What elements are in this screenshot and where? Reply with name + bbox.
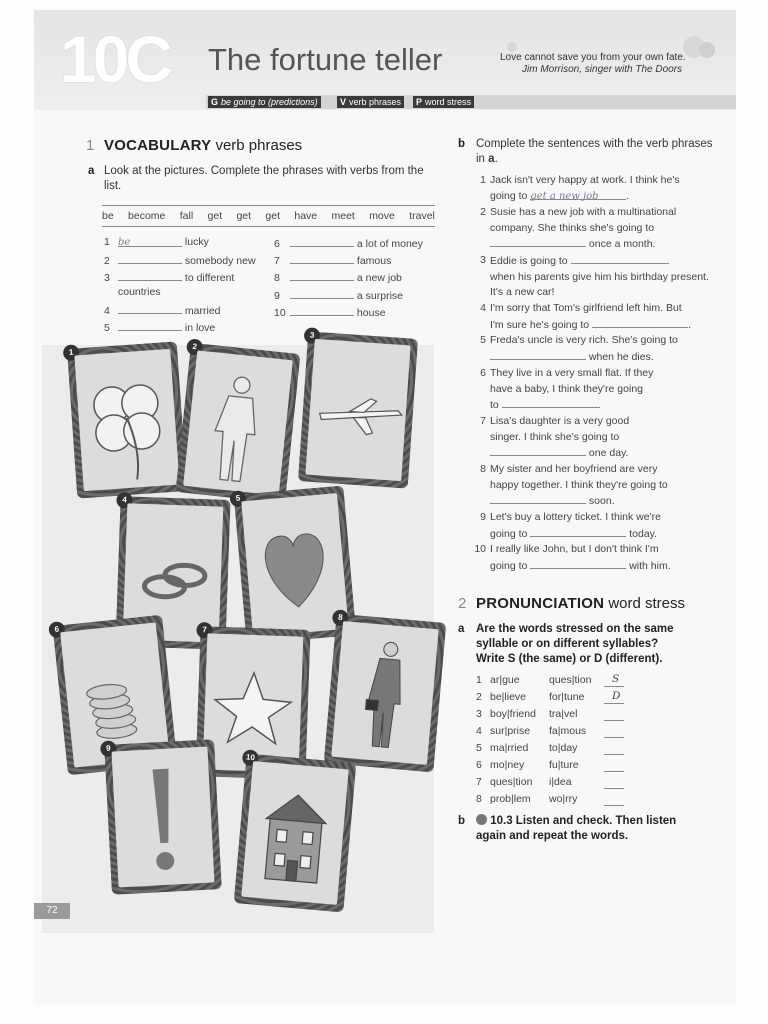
- item-number: 1: [104, 236, 110, 248]
- sentence-line: Let's buy a lottery ticket. I think we're: [490, 511, 661, 523]
- card-number: 4: [116, 492, 133, 509]
- sentence-line: Freda's uncle is very rich. She's going to: [490, 334, 678, 346]
- phrase-item: [104, 253, 256, 268]
- tag-letter: P: [416, 97, 423, 107]
- pron-number: 4: [476, 725, 482, 737]
- sentence-item: [472, 301, 722, 333]
- instruction-line: again and repeat the words.: [476, 830, 629, 842]
- pron-number: 1: [476, 674, 482, 686]
- pron-number: 6: [476, 759, 482, 771]
- section-title: [104, 137, 302, 154]
- card-number: 6: [48, 621, 66, 639]
- answer-blank[interactable]: [502, 397, 598, 408]
- answer-blank[interactable]: [290, 288, 354, 299]
- house-icon: [241, 761, 348, 905]
- pron-number: 5: [476, 742, 482, 754]
- sentence-line: Susie has a new job with a multinational: [490, 206, 677, 218]
- instruction-bold: D: [594, 653, 603, 665]
- answer-blank[interactable]: [604, 754, 624, 755]
- item-number: 10: [274, 307, 286, 319]
- pron-word-2: i|dea: [549, 776, 572, 788]
- pron-word-2: ques|tion: [549, 674, 592, 686]
- answer-text: be: [118, 237, 131, 248]
- card-number: 5: [229, 490, 246, 507]
- tag-letter: V: [340, 97, 347, 107]
- instruction-text: Complete the sentences with the verb phrases in: [476, 138, 713, 165]
- phrase-text: house: [356, 307, 386, 319]
- item-number: 4: [104, 305, 110, 317]
- pron-number: 8: [476, 793, 482, 805]
- phrase-continuation: countries: [118, 286, 161, 298]
- phrase-item: [104, 236, 209, 249]
- sentence-number: 8: [480, 463, 486, 475]
- word: fall: [179, 210, 194, 222]
- sentence-number: 1: [480, 174, 486, 186]
- card-number: 9: [100, 740, 117, 757]
- pron-word-1: boy|friend: [490, 708, 536, 720]
- sentence-after: one day.: [588, 447, 629, 459]
- answer-blank[interactable]: [490, 349, 586, 360]
- phrase-text: famous: [356, 255, 392, 267]
- exercise-instruction: Look at the pictures. Complete the phrases with verbs from the list.: [104, 165, 424, 192]
- sentence-item: [472, 462, 722, 510]
- tag-pronunciation: [413, 96, 474, 108]
- word: get: [236, 210, 252, 222]
- pron-word-1: sur|prise: [490, 725, 531, 737]
- instruction-line: [476, 653, 662, 665]
- sentence-line: going to: [490, 527, 528, 540]
- exercise-letter: b: [458, 815, 466, 827]
- exercise-letter: a: [88, 165, 95, 177]
- sentence-number: 5: [480, 334, 486, 346]
- phrase-item: [104, 320, 215, 335]
- airplane-icon: [305, 339, 410, 481]
- quote-text: Love cannot save you from your own fate.: [500, 52, 686, 63]
- section-subtitle: verb phrases: [215, 137, 303, 154]
- phrase-text: a lot of money: [356, 238, 423, 250]
- sentence-after: once a month.: [588, 238, 656, 250]
- picture-card-1: [67, 341, 187, 498]
- word: have: [294, 210, 318, 222]
- exercise-instruction: [476, 814, 726, 844]
- pron-answer: D: [612, 690, 621, 702]
- picture-card-3: [298, 331, 418, 488]
- sentence-line: going to: [490, 559, 528, 572]
- section-title-bold: VOCABULARY: [104, 137, 212, 154]
- phrase-item: [104, 303, 221, 318]
- tag-text: be going to (predictions): [221, 97, 318, 107]
- phrase-item: [274, 253, 391, 268]
- sentence-after: soon.: [588, 495, 615, 507]
- tag-text: word stress: [425, 97, 472, 107]
- pron-word-2: for|tune: [549, 691, 585, 703]
- pron-word-1: be|lieve: [490, 691, 527, 703]
- exercise-instruction: [476, 137, 721, 167]
- sentence-number: 4: [480, 302, 486, 314]
- answer-blank[interactable]: [604, 771, 624, 772]
- sentence-after: .: [688, 318, 691, 331]
- card-number: 7: [196, 622, 213, 639]
- audio-icon[interactable]: [476, 814, 487, 825]
- answer-blank[interactable]: [571, 253, 669, 264]
- phrase-text: lucky: [184, 236, 209, 248]
- picture-card-8: [324, 613, 447, 772]
- tag-vocabulary: [337, 96, 404, 108]
- sentence-line: going to: [490, 189, 528, 202]
- section-subtitle: word stress: [608, 595, 686, 612]
- phrase-text: to different: [184, 272, 235, 284]
- phrase-text: in love: [184, 322, 216, 334]
- phrase-item: [274, 305, 386, 320]
- pron-word-2: tra|vel: [549, 708, 578, 720]
- lesson-number: 10C: [60, 22, 170, 96]
- sentence-item: [472, 333, 722, 365]
- person-silhouette-icon: [183, 350, 293, 495]
- answer-blank[interactable]: [290, 236, 354, 247]
- four-leaf-clover-icon: [74, 349, 179, 491]
- answer-blank[interactable]: [490, 445, 586, 456]
- sentence-line: I really like John, but I don't think I'm: [490, 543, 659, 555]
- sentence-item: [472, 253, 722, 301]
- exercise-letter: b: [458, 138, 466, 150]
- sentence-number: 6: [480, 367, 486, 379]
- instruction-line: Are the words stressed on the same: [476, 623, 674, 635]
- answer-blank[interactable]: [604, 805, 624, 806]
- sentence-line: I'm sure he's going to: [490, 318, 590, 331]
- exercise-instruction: [476, 622, 726, 667]
- item-number: 8: [274, 272, 280, 284]
- word: get: [265, 210, 281, 222]
- instruction-bold: S: [507, 653, 516, 665]
- item-number: 9: [274, 290, 280, 302]
- pron-number: 2: [476, 691, 482, 703]
- sentence-number: 3: [480, 254, 486, 266]
- card-number: 3: [304, 327, 321, 344]
- answer-text: get a new job: [530, 190, 599, 202]
- word-list: [102, 205, 435, 227]
- sentence-line: My sister and her boyfriend are very: [490, 463, 658, 475]
- word: travel: [409, 210, 435, 222]
- sentence-item: [472, 542, 722, 574]
- section-number: 2: [458, 595, 467, 612]
- sentence-after: .: [597, 399, 601, 411]
- quote: [500, 52, 720, 76]
- track-number: 10.3: [490, 815, 513, 827]
- card-number: 2: [186, 338, 204, 356]
- sentence-item: [472, 414, 722, 462]
- answer-blank[interactable]: [604, 686, 624, 687]
- answer-blank[interactable]: [490, 493, 586, 504]
- pron-word-1: mo|ney: [490, 759, 525, 771]
- phrase-item: [274, 236, 423, 251]
- sentence-number: 10: [474, 543, 486, 555]
- item-number: 2: [104, 255, 110, 267]
- phrase-text: somebody new: [184, 255, 256, 267]
- word: meet: [331, 210, 355, 222]
- section-number: 1: [86, 137, 95, 154]
- instruction-line: syllable or on different syllables?: [476, 638, 659, 650]
- answer-blank[interactable]: [530, 558, 626, 569]
- instruction-line: Listen and check. Then listen: [515, 815, 677, 827]
- sentence-line: to: [490, 399, 499, 411]
- picture-card-2: [175, 343, 300, 504]
- pron-word-2: fu|ture: [549, 759, 579, 771]
- picture-card-9: [104, 739, 222, 895]
- sentence-item: [472, 173, 722, 204]
- tag-grammar: [208, 96, 321, 108]
- item-number: 7: [274, 255, 280, 267]
- exclamation-icon: [112, 747, 215, 888]
- sentence-number: 9: [480, 511, 486, 523]
- sentence-number: 2: [480, 206, 486, 218]
- sentence-item: [472, 510, 722, 542]
- phrase-text: a new job: [356, 272, 402, 284]
- sentence-line: Lisa's daughter is a very good: [490, 415, 630, 427]
- answer-blank[interactable]: [592, 317, 688, 328]
- page-number: 72: [34, 903, 70, 919]
- card-number: 8: [332, 609, 349, 626]
- answer-blank[interactable]: [290, 253, 354, 264]
- section-title-bold: PRONUNCIATION: [476, 595, 605, 612]
- answer-blank[interactable]: [490, 236, 586, 247]
- sentence-number: 7: [480, 415, 486, 427]
- answer-blank[interactable]: [604, 720, 624, 721]
- instruction-text: .: [494, 153, 498, 165]
- answer-blank[interactable]: [118, 236, 182, 247]
- lesson-title: The fortune teller: [208, 42, 443, 77]
- answer-blank[interactable]: [118, 303, 182, 314]
- sentence-line: I'm sorry that Tom's girlfriend left him. But: [490, 302, 682, 314]
- tag-text: verb phrases: [349, 97, 402, 107]
- phrase-text: married: [184, 305, 221, 317]
- sentence-line: company. She thinks she's going to: [490, 221, 655, 234]
- item-number: 3: [104, 272, 110, 284]
- sentence-item: [472, 205, 722, 253]
- card-number: 1: [63, 344, 80, 361]
- pron-word-2: wo|rry: [549, 793, 578, 805]
- sentence-line: Jack isn't very happy at work. I think he's: [490, 174, 680, 186]
- sentence-line: singer. I think she's going to: [490, 430, 620, 443]
- instruction-text: (the same) or: [515, 653, 595, 665]
- sentence-line: happy together. I think they're going to: [490, 478, 668, 491]
- phrase-item: [274, 288, 403, 303]
- pron-word-1: ma|rried: [490, 742, 529, 754]
- word: get: [207, 210, 223, 222]
- answer-blank[interactable]: [530, 526, 626, 537]
- answer-blank[interactable]: [604, 737, 624, 738]
- answer-blank[interactable]: [604, 788, 624, 789]
- sentence-line: Eddie is going to: [490, 255, 568, 267]
- card-number: 10: [242, 749, 259, 766]
- phrase-text: a surprise: [356, 290, 404, 302]
- answer-blank[interactable]: [290, 270, 354, 281]
- sentence-line: have a baby, I think they're going: [490, 382, 643, 395]
- exercise-letter: a: [458, 623, 465, 635]
- answer-blank[interactable]: [118, 320, 182, 331]
- quote-author: Jim Morrison, singer with The Doors: [522, 64, 683, 75]
- sentence-line: They live in a very small flat. If they: [490, 367, 654, 379]
- pron-word-2: to|day: [549, 742, 578, 754]
- sentence-after: .: [626, 189, 630, 202]
- sentence-after: when he dies.: [588, 350, 654, 363]
- instruction-text: (different).: [602, 653, 663, 665]
- tag-letter: G: [211, 97, 219, 107]
- word: become: [128, 210, 166, 222]
- businessman-icon: [331, 621, 438, 765]
- word: be: [102, 210, 114, 222]
- answer-blank[interactable]: [118, 253, 182, 264]
- pron-number: 7: [476, 776, 482, 788]
- phrase-item: [104, 270, 234, 285]
- picture-card-10: [234, 753, 357, 912]
- answer-blank[interactable]: [290, 305, 354, 316]
- sentence-after: with him.: [629, 559, 671, 572]
- answer-blank[interactable]: [604, 703, 624, 704]
- phrase-item: [274, 270, 402, 285]
- instruction-text: Write: [476, 653, 508, 665]
- answer-blank[interactable]: [530, 189, 626, 200]
- pron-number: 3: [476, 708, 482, 720]
- pron-answer: S: [612, 673, 620, 685]
- pron-word-1: prob|lem: [490, 793, 531, 805]
- sentence-after: when his parents give him his birthday present. It's a new car!: [490, 270, 709, 298]
- pron-word-2: fa|mous: [549, 725, 587, 737]
- pron-word-1: ar|gue: [490, 674, 520, 686]
- word: move: [369, 210, 395, 222]
- instruction-bold: a: [488, 153, 495, 165]
- sentence-after: today.: [629, 527, 658, 540]
- answer-blank[interactable]: [118, 270, 182, 281]
- sentence-item: [472, 366, 722, 414]
- section-title: [476, 595, 685, 612]
- item-number: 6: [274, 238, 280, 250]
- item-number: 5: [104, 322, 110, 334]
- pron-word-1: ques|tion: [490, 776, 533, 788]
